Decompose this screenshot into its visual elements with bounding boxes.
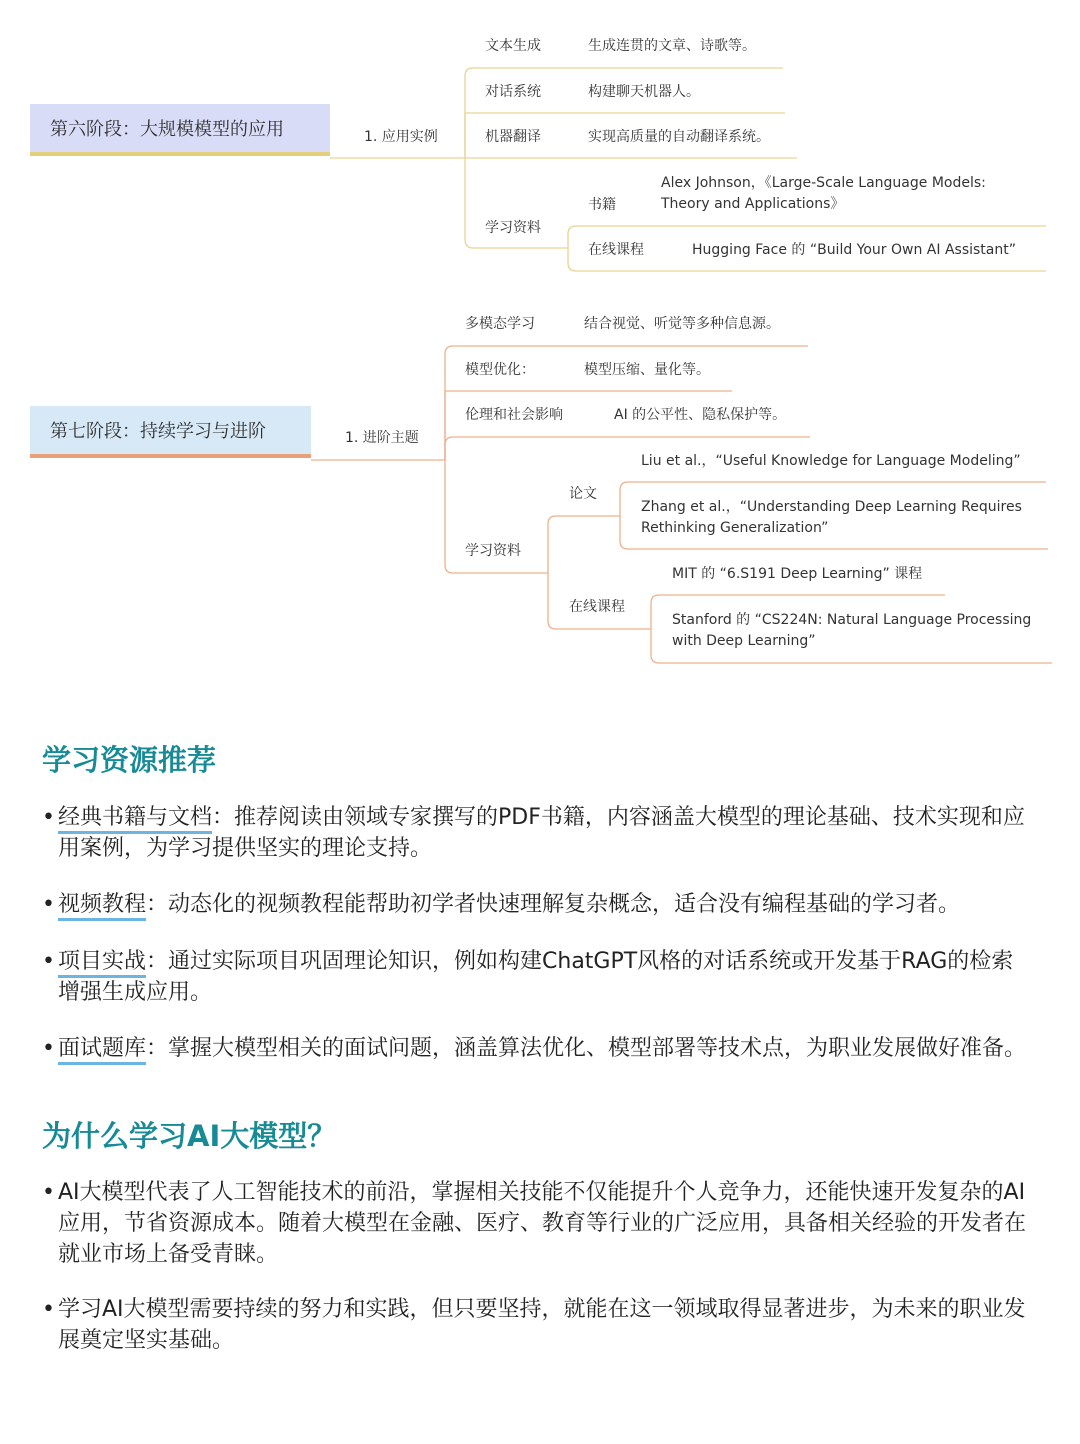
stage6-book-label: 书籍 xyxy=(588,197,616,213)
stage6-item-desc: 实现高质量的自动翻译系统。 xyxy=(588,129,770,145)
stage7-course-label: 在线课程 xyxy=(569,599,625,615)
bullet-marker: • xyxy=(42,1180,55,1205)
section-title-why: 为什么学习AI大模型？ xyxy=(42,1119,337,1153)
stage6-book-line2: Theory and Applications》 xyxy=(661,196,845,212)
bullet-term: 经典书籍与文档 xyxy=(58,805,212,834)
bullet-marker: • xyxy=(42,892,55,917)
section-title-resources: 学习资源推荐 xyxy=(42,743,217,777)
bullet-marker: • xyxy=(42,949,55,974)
bullet-term: 视频教程 xyxy=(58,892,146,921)
bullet-text: ：推荐阅读由领域专家撰写的PDF书籍，内容涵盖大模型的理论基础、技术实现和应用案例，为学习提供坚实的理论支持。 xyxy=(58,805,1025,861)
stage6-course-label: 在线课程 xyxy=(588,242,644,258)
stage7-course2-line2: with Deep Learning” xyxy=(672,633,816,649)
stage7-branch-label: 1. 进阶主题 xyxy=(345,430,419,446)
stage7-item-label: 模型优化： xyxy=(465,362,535,378)
stage6-item-label: 对话系统 xyxy=(485,84,541,100)
stage6-root-node xyxy=(30,104,330,156)
bullet-term: 项目实战 xyxy=(58,949,146,978)
list-item xyxy=(42,802,1032,864)
bullet-term: 面试题库 xyxy=(58,1036,146,1065)
stage7-item-label: 伦理和社会影响 xyxy=(465,407,563,423)
bullet-text: 学习AI大模型需要持续的努力和实践，但只要坚持，就能在这一领域取得显著进步，为未来的职业发展奠定坚实基础。 xyxy=(58,1297,1026,1353)
stage6-branch-label: 1. 应用实例 xyxy=(364,129,438,145)
stage7-item-desc: 模型压缩、量化等。 xyxy=(584,362,710,378)
list-item xyxy=(42,1177,1032,1270)
stage6-root-label: 第六阶段：大规模模型的应用 xyxy=(50,119,284,140)
list-item xyxy=(42,889,1032,920)
list-item xyxy=(42,946,1032,1008)
stage7-item-label: 多模态学习 xyxy=(465,316,535,332)
stage7-paper2-line2: Rethinking Generalization” xyxy=(641,520,829,536)
bullet-text: ：动态化的视频教程能帮助初学者快速理解复杂概念，适合没有编程基础的学习者。 xyxy=(146,892,961,917)
stage7-root-label: 第七阶段：持续学习与进阶 xyxy=(50,421,266,442)
stage7-paper2-line1: Zhang et al.，“Understanding Deep Learning Requires xyxy=(641,499,1022,515)
bullet-marker: • xyxy=(42,1036,55,1061)
stage7-item-desc: AI 的公平性、隐私保护等。 xyxy=(614,407,787,423)
stage6-item-label: 文本生成 xyxy=(485,38,541,54)
stage7-root-node xyxy=(30,406,311,458)
stage6-book-line1: Alex Johnson，《Large-Scale Language Models: xyxy=(661,175,986,191)
stage7-paper1: Liu et al.，“Useful Knowledge for Language Modeling” xyxy=(641,453,1021,469)
bullet-marker: • xyxy=(42,1297,55,1322)
stage6-item-label: 机器翻译 xyxy=(485,129,541,145)
stage6-course-text: Hugging Face 的 “Build Your Own AI Assistant” xyxy=(692,242,1016,258)
stage6-item-desc: 构建聊天机器人。 xyxy=(588,84,700,100)
stage7-course1: MIT 的 “6.S191 Deep Learning” 课程 xyxy=(672,566,923,582)
stage7-paper-label: 论文 xyxy=(569,486,597,502)
stage6-item-desc: 生成连贯的文章、诗歌等。 xyxy=(588,38,756,54)
list-item xyxy=(42,1033,1032,1064)
bullet-text: AI大模型代表了人工智能技术的前沿，掌握相关技能不仅能提升个人竞争力，还能快速开发复杂的AI应用，节省资源成本。随着大模型在金融、医疗、教育等行业的广泛应用，具备相关经验的开发者在就业市场上备受青睐。 xyxy=(58,1180,1027,1267)
stage6-resources-label: 学习资料 xyxy=(485,220,541,236)
bullet-text: ：通过实际项目巩固理论知识，例如构建ChatGPT风格的对话系统或开发基于RAG的检索增强生成应用。 xyxy=(58,949,1014,1005)
bullet-marker: • xyxy=(42,805,55,830)
list-item xyxy=(42,1294,1032,1356)
bullet-text: ：掌握大模型相关的面试问题，涵盖算法优化、模型部署等技术点，为职业发展做好准备。 xyxy=(146,1036,1027,1061)
stage7-item-desc: 结合视觉、听觉等多种信息源。 xyxy=(584,316,780,332)
stage7-course2-line1: Stanford 的 “CS224N: Natural Language Processing xyxy=(672,612,1032,628)
stage7-resources-label: 学习资料 xyxy=(465,543,521,559)
